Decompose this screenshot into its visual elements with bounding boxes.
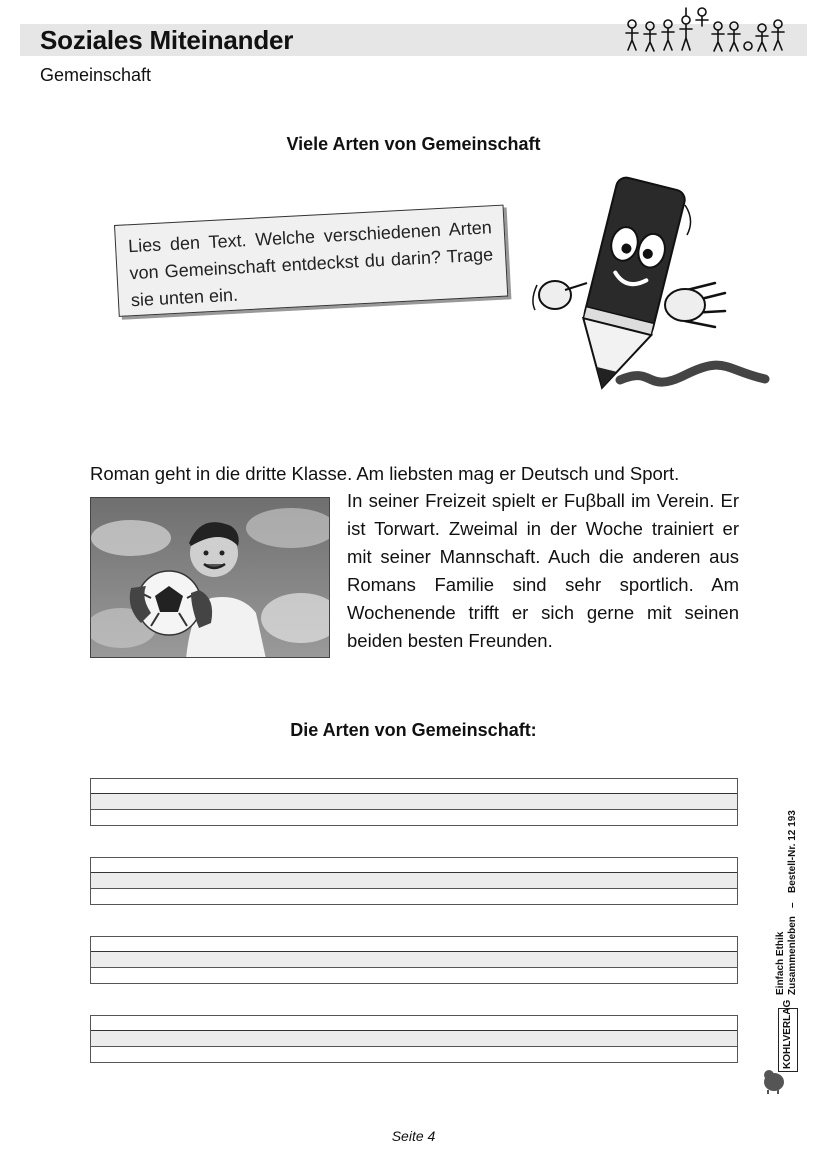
writing-line[interactable] (91, 810, 737, 825)
writing-line[interactable] (91, 952, 737, 967)
publisher-logo (778, 999, 798, 1072)
book-series: Einfach Ethik (775, 931, 786, 995)
side-dash: – (787, 902, 798, 908)
answer-lines-1[interactable] (90, 778, 738, 826)
pencil-mascot-icon (525, 165, 770, 410)
writing-line[interactable] (91, 1016, 737, 1031)
task-box (114, 205, 508, 317)
writing-line[interactable] (91, 858, 737, 873)
section-heading: Viele Arten von Gemeinschaft (286, 134, 541, 154)
children-figures-icon (622, 4, 790, 56)
writing-line[interactable] (91, 873, 737, 888)
answer-lines-3[interactable] (90, 936, 738, 984)
writing-line[interactable] (91, 889, 737, 904)
boy-with-football-photo (90, 497, 330, 658)
answer-lines-2[interactable] (90, 857, 738, 905)
answers-heading: Die Arten von Gemeinschaft: (290, 720, 537, 740)
answer-lines-4[interactable] (90, 1015, 738, 1063)
publisher-animal-icon (762, 1066, 786, 1094)
order-number: Bestell-Nr. 12 193 (787, 810, 798, 893)
story-first-line: Roman geht in die dritte Klasse. Am liebsten mag er Deutsch und Sport. (90, 463, 680, 484)
writing-line[interactable] (91, 794, 737, 809)
writing-line[interactable] (91, 779, 737, 794)
writing-line[interactable] (91, 1031, 737, 1046)
page-subtitle: Gemeinschaft (40, 65, 152, 85)
writing-line[interactable] (91, 968, 737, 983)
page-title: Soziales Miteinander (40, 25, 294, 55)
publisher-logo-text: KOHLVERLAG (782, 999, 793, 1069)
writing-line[interactable] (91, 937, 737, 952)
story-text: In seiner Freizeit spielt er Fuβball im Verein. Er ist Torwart. Zweimal in der Woche trainiert er mit seiner Mannschaft. Auch die anderen aus Romans Familie sind sehr sportlich. Am Wochenende trifft er sich gerne mit seinen beiden besten Freunden. (347, 490, 739, 651)
page-number: Seite 4 (391, 1128, 436, 1144)
task-text: Lies den Text. Welche verschiedenen Arten von Gemeinschaft entdeckst du darin? Trage sie unten ein. (127, 217, 494, 311)
writing-line[interactable] (91, 1047, 737, 1062)
book-title: Zusammenleben (787, 916, 798, 995)
